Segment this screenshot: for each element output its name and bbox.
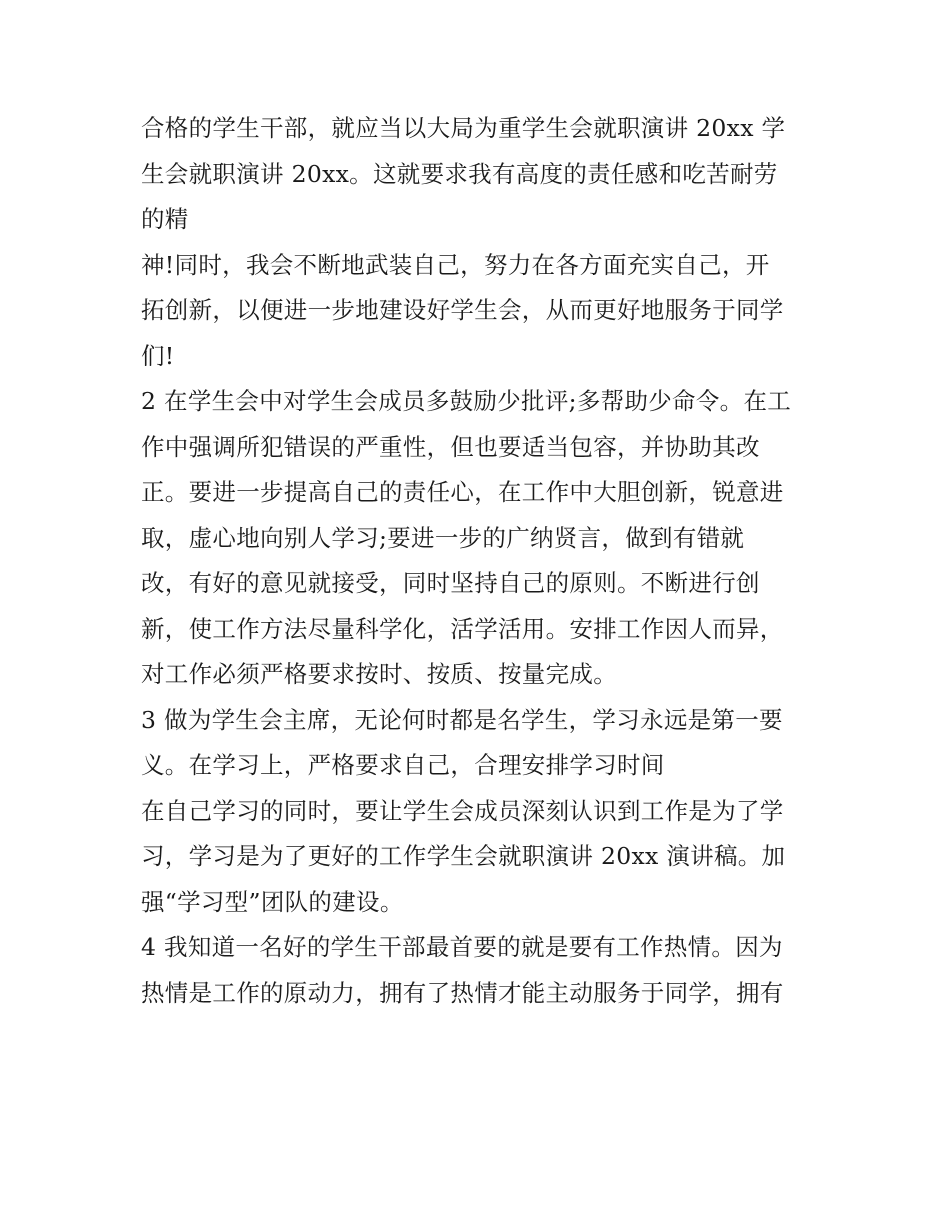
text-line: 在自己学习的同时，要让学生会成员深刻认识到工作是为了学 [141, 796, 784, 825]
text-line: 神!同时，我会不断地武装自己，努力在各方面充实自己，开 [141, 250, 770, 279]
text-line: 对工作必须严格要求按时、按质、按量完成。 [141, 660, 617, 688]
text-line: 新，使工作方法尽量科学化，活学活用。安排工作因人而异， [141, 614, 784, 643]
text-line: 4 我知道一名好的学生干部最首要的就是要有工作热情。因为 [141, 933, 783, 961]
text-line: 拓创新，以便进一步地建设好学生会，从而更好地服务于同学 [141, 296, 784, 324]
text-line: 热情是工作的原动力，拥有了热情才能主动服务于同学，拥有 [141, 978, 784, 1007]
text-line: 改，有好的意见就接受，同时坚持自己的原则。不断进行创 [141, 569, 760, 597]
text-line: 们! [141, 341, 175, 370]
text-line: 的精 [141, 205, 189, 233]
text-line: 习，学习是为了更好的工作学生会就职演讲 20xx 演讲稿。加 [141, 842, 786, 870]
text-line: 义。在学习上，严格要求自己，合理安排学习时间 [141, 751, 665, 779]
text-line: 3 做为学生会主席，无论何时都是名学生，学习永远是第一要 [141, 705, 783, 734]
text-line: 合格的学生干部，就应当以大局为重学生会就职演讲 20xx 学 [141, 114, 786, 142]
text-line: 正。要进一步提高自己的责任心，在工作中大胆创新，锐意进 [141, 478, 784, 506]
text-line: 作中强调所犯错误的严重性，但也要适当包容，并协助其改 [141, 432, 760, 461]
text-line: 2 在学生会中对学生会成员多鼓励少批评;多帮助少命令。在工 [141, 387, 792, 415]
text-line: 强“学习型”团队的建设。 [141, 887, 404, 916]
text-line: 生会就职演讲 20xx。这就要求我有高度的责任感和吃苦耐劳 [141, 159, 778, 188]
text-line: 取，虚心地向别人学习;要进一步的广纳贤言，做到有错就 [141, 523, 745, 552]
body-text [141, 106, 821, 1016]
